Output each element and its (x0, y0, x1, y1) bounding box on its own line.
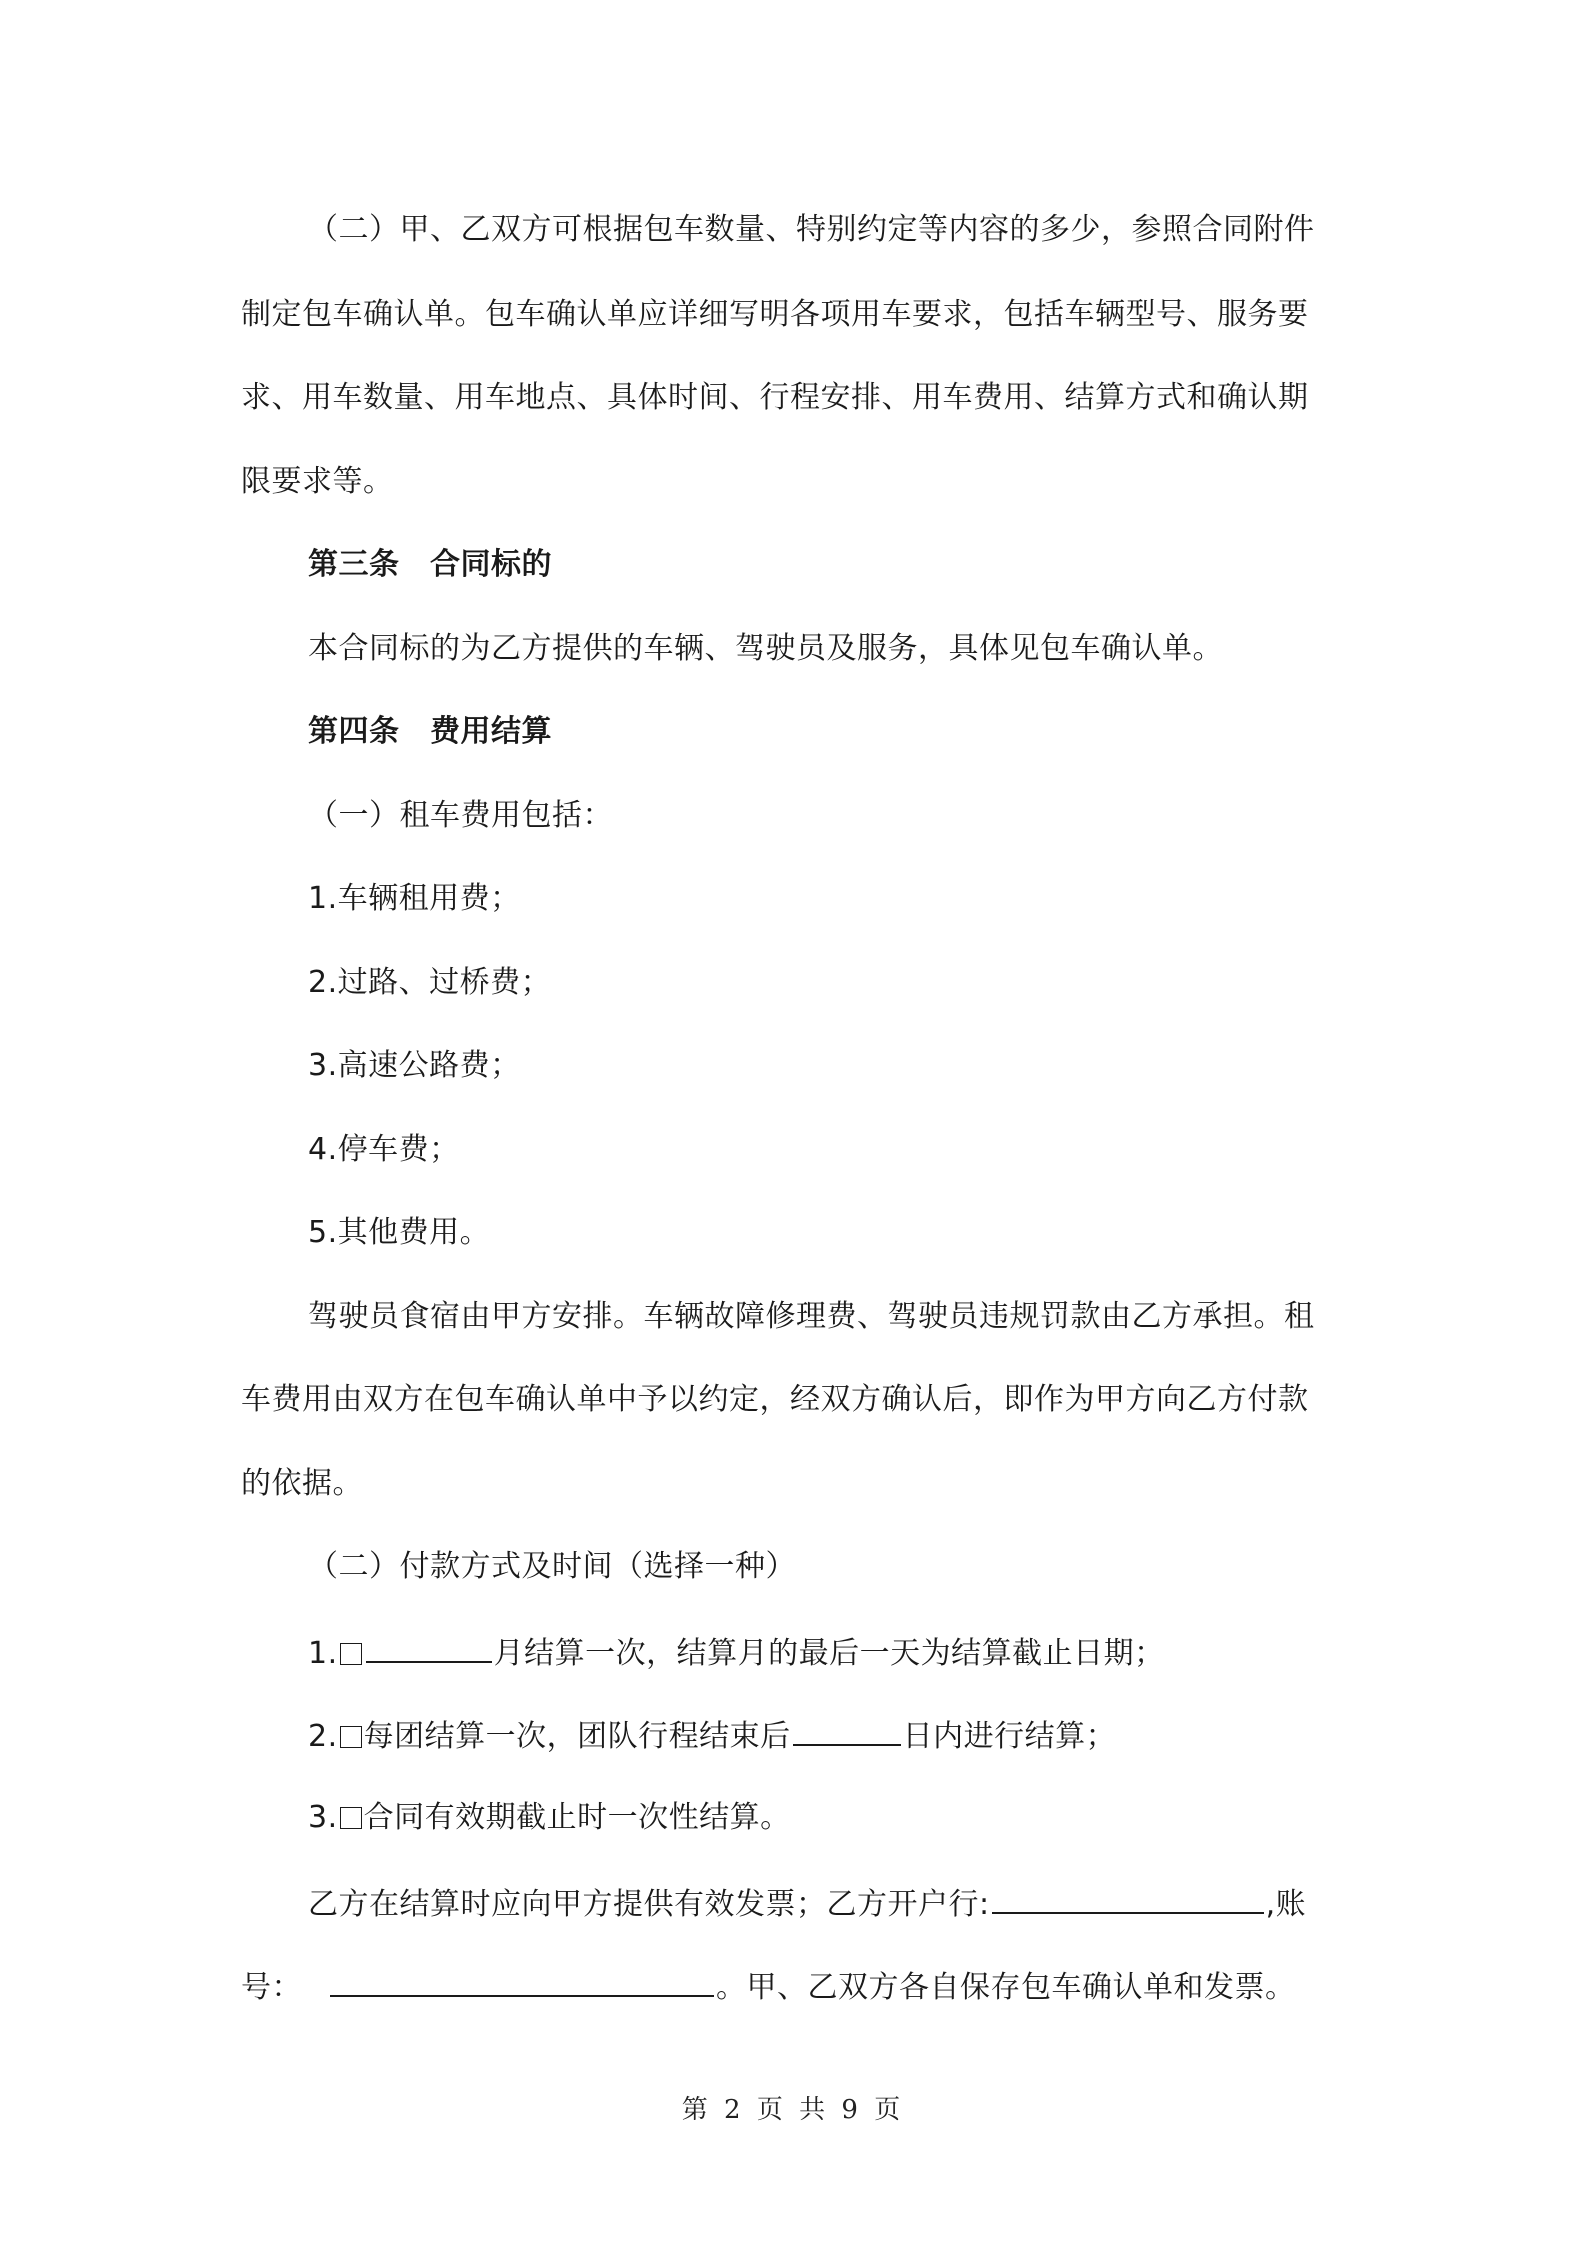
paragraph-line: 车费用由双方在包车确认单中予以约定，经双方确认后，即作为甲方向乙方付款 (241, 1382, 1309, 1417)
option-checkbox[interactable] (340, 1643, 362, 1665)
option-checkbox[interactable] (340, 1726, 362, 1748)
article-heading: 第四条 费用结算 (308, 714, 552, 749)
days-blank[interactable] (793, 1714, 901, 1746)
option-checkbox[interactable] (340, 1807, 362, 1829)
option-text: 日内进行结算； (902, 1719, 1117, 1754)
list-item: 2.过路、过桥费； (308, 965, 552, 1000)
payment-option-3 (308, 1798, 791, 1838)
months-blank[interactable] (366, 1631, 492, 1663)
paragraph-line: 限要求等。 (241, 464, 394, 499)
paragraph-line: 求、用车数量、用车地点、具体时间、行程安排、用车费用、结算方式和确认期 (241, 380, 1309, 415)
paragraph-line: 驾驶员食宿由甲方安排。车辆故障修理费、驾驶员违规罚款由乙方承担。租 (308, 1299, 1315, 1334)
list-item: 1.车辆租用费； (308, 881, 521, 916)
list-item: 3.高速公路费； (308, 1048, 521, 1083)
paragraph-line: 的依据。 (241, 1466, 363, 1501)
bank-blank[interactable] (992, 1882, 1264, 1914)
invoice-text: ,账 (1265, 1887, 1307, 1922)
page-footer: 第 2 页 共 9 页 (681, 2095, 905, 2125)
invoice-text: 。甲、乙双方各自保存包车确认单和发票。 (716, 1970, 1296, 2005)
payment-option-2 (308, 1714, 1116, 1757)
subsection-heading: （二）付款方式及时间（选择一种） (308, 1549, 796, 1584)
option-text: 合同有效期截止时一次性结算。 (363, 1800, 791, 1835)
option-text: 月结算一次，结算月的最后一天为结算截止日期； (493, 1636, 1165, 1671)
paragraph-line: 制定包车确认单。包车确认单应详细写明各项用车要求，包括车辆型号、服务要 (241, 297, 1309, 332)
account-blank[interactable] (330, 1965, 714, 1997)
option-number: 3. (308, 1800, 338, 1835)
list-item: 4.停车费； (308, 1132, 460, 1167)
subsection-heading: （一）租车费用包括： (308, 798, 613, 833)
invoice-line (241, 1965, 1296, 2008)
article-heading: 第三条 合同标的 (308, 547, 552, 582)
list-item: 5.其他费用。 (308, 1215, 491, 1250)
paragraph-line: 本合同标的为乙方提供的车辆、驾驶员及服务，具体见包车确认单。 (308, 631, 1223, 666)
option-number: 2. (308, 1719, 338, 1754)
paragraph-line: （二）甲、乙双方可根据包车数量、特别约定等内容的多少，参照合同附件 (308, 212, 1315, 247)
option-text: 每团结算一次，团队行程结束后 (363, 1719, 791, 1754)
invoice-text: 号： (241, 1970, 302, 2005)
invoice-text: 乙方在结算时应向甲方提供有效发票；乙方开户行: (308, 1887, 990, 1922)
option-number: 1. (308, 1636, 338, 1671)
payment-option-1 (308, 1631, 1165, 1674)
invoice-line (308, 1882, 1306, 1925)
